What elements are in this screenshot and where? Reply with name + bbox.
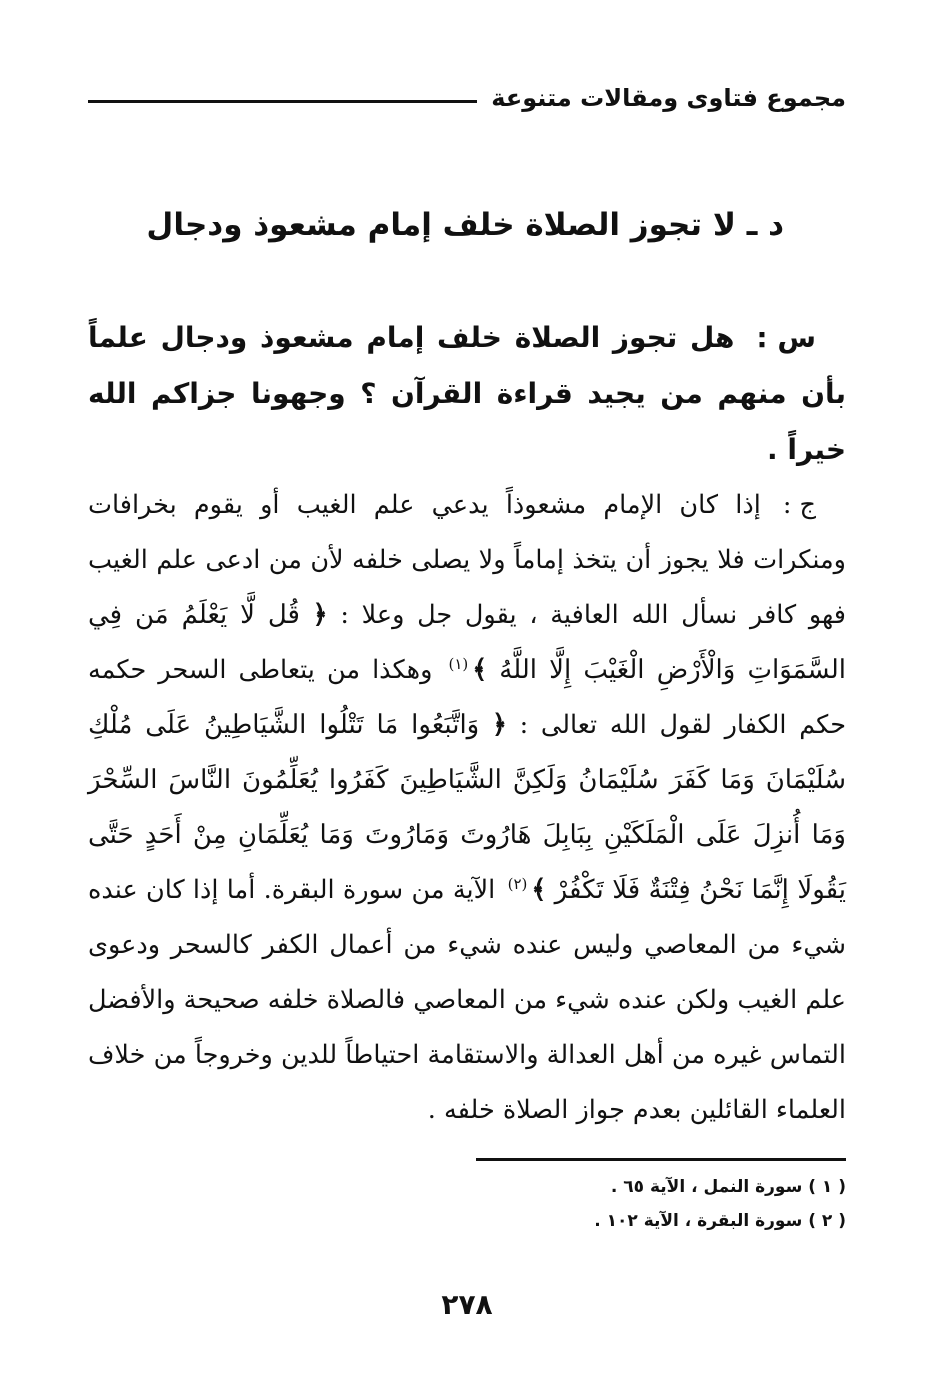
answer-paragraph (88, 478, 846, 1138)
answer-text-part3: الآية من سورة البقرة. أما إذا كان عنده شيء من المعاصي وليس عنده شيء من أعمال الكفر كالسحر ودعوى علم الغيب ولكن عنده شيء من المعاصي فالصلاة خلفه صحيحة والأفضل التماس غيره من أهل العدالة والاستقامة احتياطاً للدين وخروجاً من خلاف العلماء القائلين بعدم جواز الصلاة خلفه . (88, 875, 846, 1125)
footnote-1: ( ١ ) سورة النمل ، الآية ٦٥ . (610, 1177, 846, 1197)
quran-verse-2: وَاتَّبَعُوا مَا تَتْلُوا الشَّيَاطِينُ عَلَى مُلْكِ سُلَيْمَانَ وَمَا كَفَرَ سُلَيْمَانُ وَلَكِنَّ الشَّيَاطِينَ كَفَرُوا يُعَلِّمُونَ النَّاسَ السِّحْرَ وَمَا أُنزِلَ عَلَى الْمَلَكَيْنِ بِبَابِلَ هَارُوتَ وَمَارُوتَ وَمَا يُعَلِّمَانِ مِنْ أَحَدٍ حَتَّى يَقُولَا إِنَّمَا نَحْنُ فِتْنَةٌ فَلَا تَكْفُرْ (88, 710, 847, 905)
section-title: د ـ لا تجوز الصلاة خلف إمام مشعوذ ودجال (146, 207, 784, 243)
page-number: ٢٧٨ (441, 1288, 493, 1321)
answer-prefix: ج : (782, 490, 816, 520)
running-header-title: مجموع فتاوى ومقالات متنوعة (491, 84, 846, 112)
answer-text-part1: إذا كان الإمام مشعوذاً يدعي علم الغيب أو يقوم بخرافات ومنكرات فلا يجوز أن يتخذ إماماً ولا يصلى خلفه لأن من ادعى علم الغيب فهو كافر نسأل الله العافية ، يقول جل وعلا : (88, 490, 846, 630)
quran-verse-1: قُل لَّا يَعْلَمُ مَن فِي السَّمَوَاتِ وَالْأَرْضِ الْغَيْبَ إِلَّا اللَّهُ (88, 600, 847, 685)
running-header (88, 78, 846, 118)
quran-bracket-open: ﴿ (491, 710, 507, 740)
question-prefix: س : (756, 321, 816, 354)
footnote-rule (476, 1158, 846, 1161)
quran-bracket-close: ﴾ (472, 655, 488, 685)
header-rule (88, 100, 477, 103)
quran-bracket-close: ﴾ (531, 875, 547, 905)
footnote-2: ( ٢ ) سورة البقرة ، الآية ١٠٢ . (594, 1211, 846, 1231)
question-paragraph (88, 310, 846, 478)
quran-bracket-open: ﴿ (312, 600, 328, 630)
footnote-ref-1: (١) (448, 654, 469, 673)
answer-text-part2: وهكذا من يتعاطى السحر حكمه حكم الكفار لقول الله تعالى : (88, 655, 847, 740)
footnote-ref-2: (٢) (507, 874, 528, 893)
footnotes (88, 1170, 846, 1238)
question-text: هل تجوز الصلاة خلف إمام مشعوذ ودجال علماً بأن منهم من يجيد قراءة القرآن ؟ وجهونا جزاكم الله خيراً . (88, 321, 846, 466)
